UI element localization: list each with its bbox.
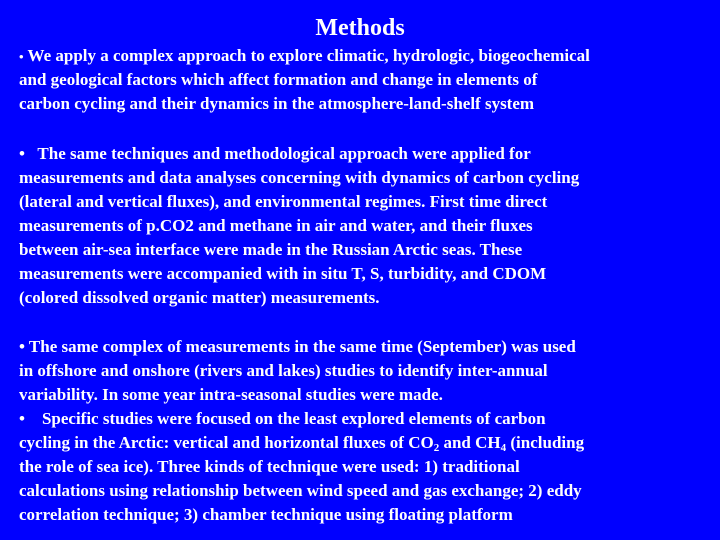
paragraph-measurements <box>19 335 705 527</box>
paragraph-techniques <box>19 142 705 310</box>
text-line: carbon cycling and their dynamics in the atmosphere-land-shelf system <box>19 94 535 113</box>
bullet: • <box>19 49 24 64</box>
text-line-content: Specific studies were focused on the least explored elements of carbon <box>41 409 546 428</box>
subscript: 4 <box>500 442 507 454</box>
text-line: (lateral and vertical fluxes), and environmental regimes. First time direct <box>19 192 548 211</box>
text-line-content: The same techniques and methodological approach were applied for <box>37 144 531 163</box>
text-line: calculations using relationship between wind speed and gas exchange; 2) eddy <box>19 481 582 500</box>
subscript: 2 <box>433 442 440 454</box>
text-line: in offshore and onshore (rivers and lakes) studies to identify inter-annual <box>19 361 548 380</box>
text-line: measurements were accompanied with in situ T, S, turbidity, and CDOM <box>19 264 547 283</box>
text-segment: and CH <box>439 433 501 452</box>
bullet: • <box>19 337 25 356</box>
text-line-content: The same complex of measurements in the same time (September) was used <box>28 337 576 356</box>
text-segment: (including <box>506 433 585 452</box>
text-line: correlation technique; 3) chamber technique using floating platform <box>19 505 513 524</box>
slide-title: Methods <box>315 15 405 41</box>
text-line <box>19 142 705 166</box>
text-line: the role of sea ice). Three kinds of technique were used: 1) traditional <box>19 457 520 476</box>
text-line: and geological factors which affect formation and change in elements of <box>19 70 538 89</box>
text-line: measurements of p.CO2 and methane in air and water, and their fluxes <box>19 216 533 235</box>
bullet: • <box>19 144 25 163</box>
text-line <box>19 44 705 68</box>
text-segment: cycling in the Arctic: vertical and horizontal fluxes of CO <box>19 433 434 452</box>
paragraph-approach <box>19 44 705 116</box>
text-line <box>19 431 705 455</box>
text-line: variability. In some year intra-seasonal studies were made. <box>19 385 443 404</box>
text-line <box>19 407 705 431</box>
text-line-content: We apply a complex approach to explore climatic, hydrologic, biogeochemical <box>27 46 590 65</box>
text-line <box>19 335 705 359</box>
text-line: (colored dissolved organic matter) measurements. <box>19 288 380 307</box>
bullet: • <box>19 409 25 428</box>
text-line: between air-sea interface were made in the Russian Arctic seas. These <box>19 240 523 259</box>
text-line: measurements and data analyses concerning with dynamics of carbon cycling <box>19 168 580 187</box>
